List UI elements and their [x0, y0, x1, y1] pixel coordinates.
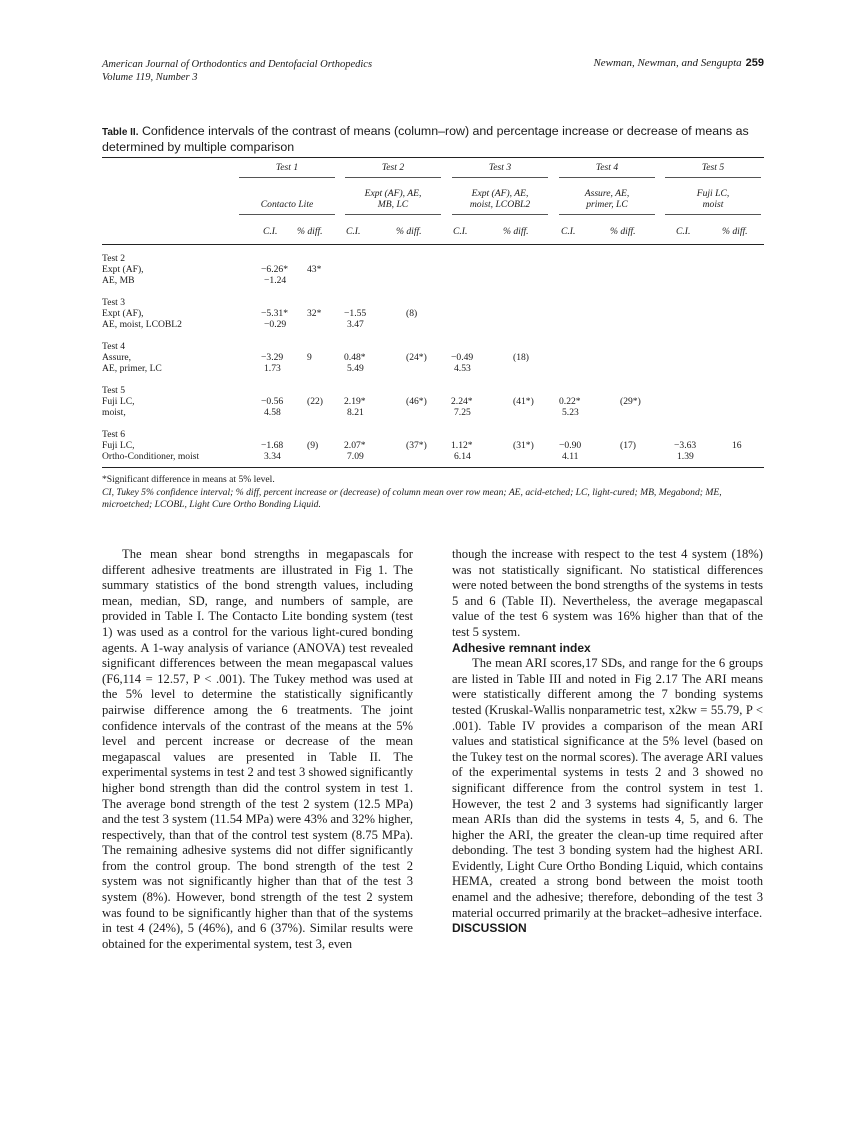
table-percent-diff: (37*) — [406, 440, 427, 451]
table-column-underline — [452, 177, 548, 178]
table-ci-lower: −0.90 — [559, 440, 582, 451]
table-caption-text: Confidence intervals of the contrast of means (column–row) and percentage increase or decrease of means as determined by multiple comparison — [102, 124, 749, 154]
table-percent-diff: 43* — [307, 264, 322, 275]
table-ci-header: C.I. — [346, 226, 361, 237]
table-ci-header: C.I. — [676, 226, 691, 237]
table-percent-diff: (31*) — [513, 440, 534, 451]
table-ci-header: C.I. — [263, 226, 278, 237]
table-column-underline — [452, 214, 548, 215]
table-column-underline — [239, 214, 335, 215]
table-ci-upper: 1.39 — [677, 451, 694, 462]
table-column-test-1: Test 1 — [275, 162, 299, 173]
table-row-test-label: Test 6 — [102, 429, 126, 440]
ari-paragraph: The mean ARI scores,17 SDs, and range for the 6 groups are listed in Table III and noted in Fig 2.17 The ARI means were statistically different among the 7 bonding systems tested (Kruskal-Wallis nonparametric test, x2kw = 55.79, P < .001). Table IV provides a comparison of the mean ARI values and statistical significance at the 5% level (based on the Tukey test on the normal scores). The average ARI values of the experimental systems in tests 2 and 3 showed no significant difference from the control system in test 1. However, the test 2 and 3 systems had significantly larger mean ARIs than did the systems in tests 4, 5, and 6. The higher the ARI, the greater the clean-up time required after debonding. The test 3 bonding system had the highest ARI. Evidently, Light Cure Ortho Bonding Liquid, which contains HEMA, created a strong bond between the moist tooth enamel and the adhesive; therefore, debonding of the test 3 material occurred primarily at the bracket–adhesive interface. — [452, 656, 763, 920]
table-row-system-label: Assure, — [102, 352, 132, 363]
table-row-system-label: Expt (AF), — [102, 308, 144, 319]
body-column-left — [102, 547, 413, 952]
table-column-test-3: Test 3 — [488, 162, 512, 173]
table-ci-lower: −0.49 — [451, 352, 474, 363]
table-ci-upper: 4.11 — [562, 451, 579, 462]
table-percent-diff: 32* — [307, 308, 322, 319]
table-ci-lower: −5.31* — [261, 308, 288, 319]
table-ci-lower: 0.22* — [559, 396, 581, 407]
table-ci-lower: −0.56 — [261, 396, 284, 407]
table-row-test-label: Test 2 — [102, 253, 126, 264]
table-ci-lower: −1.68 — [261, 440, 284, 451]
table-column-system: Fuji LC, — [696, 188, 730, 199]
authors: Newman, Newman, and Sengupta — [593, 57, 742, 69]
table-ci-upper: 7.25 — [454, 407, 471, 418]
table-column-system: moist, LCOBL2 — [469, 199, 531, 210]
table-percent-diff: (18) — [513, 352, 529, 363]
table-column-underline — [559, 177, 655, 178]
table-column-underline — [345, 214, 441, 215]
table-header-rule — [102, 244, 764, 245]
running-header-right — [593, 57, 764, 69]
table-diff-header: % diff. — [396, 226, 422, 237]
table-ci-upper: 3.47 — [347, 319, 364, 330]
table-ci-upper: −1.24 — [264, 275, 287, 286]
table-percent-diff: (24*) — [406, 352, 427, 363]
table-percent-diff: (46*) — [406, 396, 427, 407]
table-column-underline — [665, 214, 761, 215]
section-heading-ari: Adhesive remnant index — [452, 640, 591, 655]
table-column-system: Expt (AF), AE, — [471, 188, 529, 199]
table-ci-lower: 0.48* — [344, 352, 366, 363]
table-ci-lower: 1.12* — [451, 440, 473, 451]
table-row-system-label: Fuji LC, — [102, 396, 135, 407]
table-diff-header: % diff. — [503, 226, 529, 237]
table-column-test-5: Test 5 — [701, 162, 725, 173]
page-number: 259 — [745, 57, 764, 69]
table-percent-diff: 16 — [732, 440, 742, 451]
table-diff-header: % diff. — [722, 226, 748, 237]
table-row-system-label: Expt (AF), — [102, 264, 144, 275]
journal-volume: Volume 119, Number 3 — [102, 72, 198, 83]
table-column-underline — [239, 177, 335, 178]
table-column-system: Assure, AE, — [584, 188, 630, 199]
table-row-system-label: AE, MB — [102, 275, 135, 286]
table-ci-upper: 7.09 — [347, 451, 364, 462]
table-column-underline — [665, 177, 761, 178]
table-ci-lower: −3.29 — [261, 352, 284, 363]
table-caption — [102, 124, 766, 154]
table-column-system: moist — [702, 199, 724, 210]
table-percent-diff: 9 — [307, 352, 312, 363]
table-column-test-4: Test 4 — [595, 162, 619, 173]
results-paragraph-2: though the increase with respect to the test 4 system (18%) was not statistically significant. No statistical differences were noted between the bond strengths of the systems in tests 5 and 6 (Table II). Nevertheless, the average megapascal value of the test 6 system was 16% higher than that of the test 5 system. — [452, 547, 763, 639]
table-footnote-abbreviations: CI, Tukey 5% confidence interval; % diff, percent increase or (decrease) of column mean over row mean; AE, acid-etched; LC, light-cured; MB, Megabond; ME, microetched; LCOBL, Light Cure Ortho Bonding Liquid. — [102, 487, 722, 510]
table-percent-diff: (29*) — [620, 396, 641, 407]
table-bottom-rule — [102, 467, 764, 468]
table-ci-lower: −1.55 — [344, 308, 367, 319]
table-ci-lower: −6.26* — [261, 264, 288, 275]
table-ci-upper: 3.34 — [264, 451, 281, 462]
table-top-rule — [102, 157, 764, 158]
table-percent-diff: (22) — [307, 396, 323, 407]
table-column-underline — [559, 214, 655, 215]
table-ci-upper: −0.29 — [264, 319, 287, 330]
body-column-right — [452, 547, 763, 937]
table-row-system-label: Ortho-Conditioner, moist — [102, 451, 200, 462]
table-row-system-label: AE, primer, LC — [102, 363, 162, 374]
table-ci-upper: 4.58 — [264, 407, 281, 418]
table-ci-upper: 1.73 — [264, 363, 281, 374]
table-column-system: Contacto Lite — [260, 199, 314, 210]
table-percent-diff: (9) — [307, 440, 319, 451]
table-ci-lower: 2.19* — [344, 396, 366, 407]
table-percent-diff: (41*) — [513, 396, 534, 407]
table-percent-diff: (8) — [406, 308, 418, 319]
table-ci-header: C.I. — [453, 226, 468, 237]
table-row-system-label: AE, moist, LCOBL2 — [102, 319, 182, 330]
table-ci-lower: −3.63 — [674, 440, 697, 451]
table-ci-upper: 6.14 — [454, 451, 471, 462]
running-header-left — [102, 58, 372, 84]
table-ci-upper: 5.23 — [562, 407, 579, 418]
table-ci-lower: 2.07* — [344, 440, 366, 451]
table-row-test-label: Test 3 — [102, 297, 126, 308]
table-ci-upper: 4.53 — [454, 363, 471, 374]
table-column-system: MB, LC — [377, 199, 409, 210]
journal-name: American Journal of Orthodontics and Dentofacial Orthopedics — [102, 59, 373, 70]
table-column-test-2: Test 2 — [381, 162, 405, 173]
table-diff-header: % diff. — [610, 226, 636, 237]
table-row-system-label: moist, — [102, 407, 126, 418]
table-ci-lower: 2.24* — [451, 396, 473, 407]
table-diff-header: % diff. — [297, 226, 323, 237]
table-percent-diff: (17) — [620, 440, 636, 451]
table-row-test-label: Test 4 — [102, 341, 126, 352]
table-label: Table II. — [102, 127, 139, 138]
section-heading-discussion: DISCUSSION — [452, 921, 527, 936]
table-ci-upper: 5.49 — [347, 363, 364, 374]
table-row-system-label: Fuji LC, — [102, 440, 135, 451]
table-column-underline — [345, 177, 441, 178]
table-column-system: primer, LC — [586, 199, 628, 210]
table-ci-header: C.I. — [561, 226, 576, 237]
results-paragraph-1: The mean shear bond strengths in megapascals for different adhesive treatments are illustrated in Fig 1. The summary statistics of the bond strength values, including mean, median, SD, range, and numbers of sample, are provided in Table I. The Contacto Lite bonding system (test 1) was used as a control for the various light-cured bonding agents. A 1-way analysis of variance (ANOVA) test revealed significant differences between the mean megapascal values (F6,114 = 12.57, P < .001). The Tukey method was used at the 5% level to determine the statistically significantly pairwise difference among the 6 treatments. The joint confidence intervals of the contrast of the means at the 5% level and percent increase or decrease of the mean megapascal values are presented in Table II. The experimental systems in test 2 and test 3 showed significantly higher bond strength than did the control system in test 1. The average bond strength of the test 2 system (12.5 MPa) and the test 3 system (11.54 MPa) were 43% and 32% higher, respectively, than that of the control test system (8.75 MPa). The remaining adhesive systems did not differ significantly from the control group. The bond strength of the test 2 system was not significantly higher than that of the test 3 system (8%). However, bond strength of the test 2 system was found to be significantly higher than that of the systems in test 4 (24%), 5 (46%), and 6 (37%). Similar results were obtained for the experimental system, test 3, even — [102, 547, 413, 951]
table-row-test-label: Test 5 — [102, 385, 126, 396]
table-ci-upper: 8.21 — [347, 407, 364, 418]
table-column-system: Expt (AF), AE, — [364, 188, 422, 199]
table-footnote-significance: *Significant difference in means at 5% level. — [102, 474, 275, 485]
